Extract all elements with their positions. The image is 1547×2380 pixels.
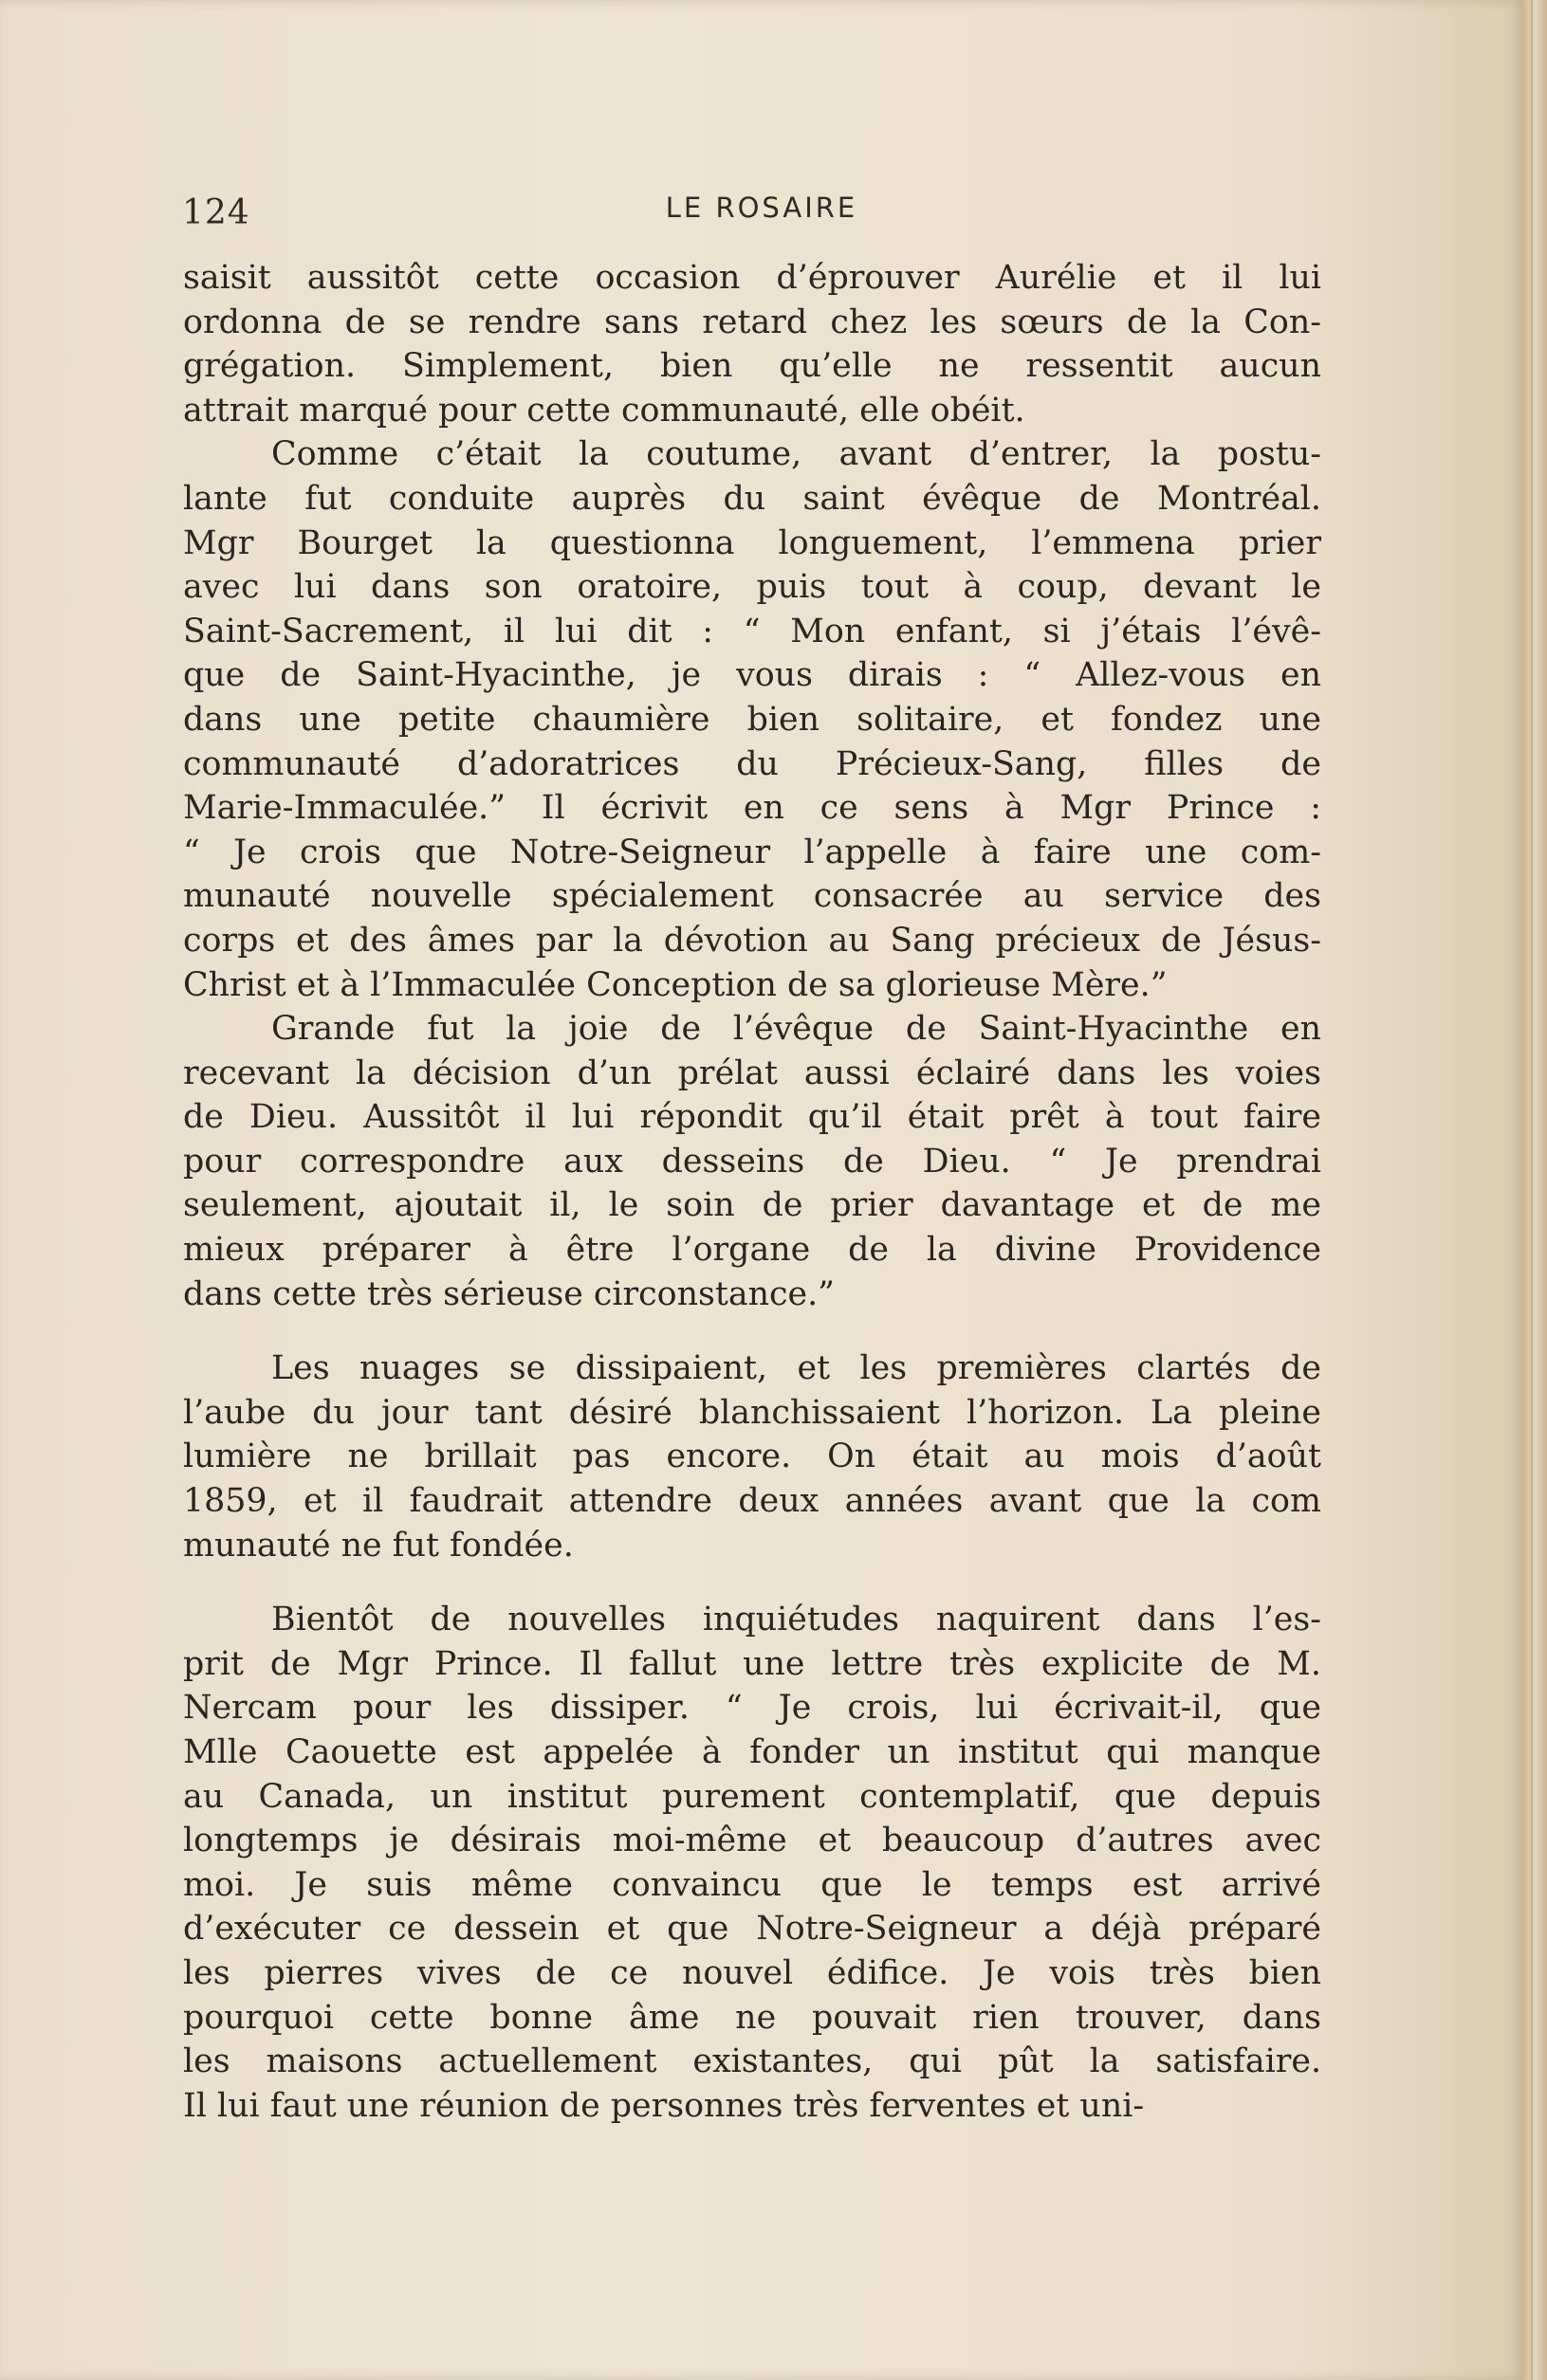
text-line: prit de Mgr Prince. Il fallut une lettre très explicite de M.	[183, 1644, 1321, 1683]
paragraph	[183, 1007, 1321, 1316]
text-line: dans cette très sérieuse circonstance.”	[183, 1274, 835, 1313]
text-line: “ Je crois que Notre-Seigneur l’appelle à faire une com-	[183, 833, 1321, 871]
text-line: longtemps je désirais moi-même et beaucoup d’autres avec	[183, 1822, 1321, 1860]
paragraph	[183, 256, 1321, 432]
body-text	[183, 256, 1321, 2128]
text-line: Il lui faut une réunion de personnes très ferventes et uni-	[183, 2086, 1145, 2125]
page-number: 124	[182, 193, 250, 232]
text-line: corps et des âmes par la dévotion au Sang précieux de Jésus-	[183, 921, 1321, 960]
text-line: Bientôt de nouvelles inquiétudes naquirent dans l’es-	[271, 1601, 1321, 1639]
paragraph-gap	[183, 1316, 1321, 1346]
text-line: Comme c’était la coutume, avant d’entrer, la postu-	[271, 435, 1321, 474]
text-line: de Dieu. Aussitôt il lui répondit qu’il était prêt à tout faire	[183, 1098, 1321, 1137]
text-line: saisit aussitôt cette occasion d’éprouver Aurélie et il lui	[183, 259, 1321, 297]
text-line: l’aube du jour tant désiré blanchissaient l’horizon. La pleine	[183, 1393, 1321, 1432]
text-line: avec lui dans son oratoire, puis tout à coup, devant le	[183, 568, 1321, 607]
text-line: communauté d’adoratrices du Précieux-Sang, filles de	[183, 744, 1321, 783]
text-line: les pierres vives de ce nouvel édifice. Je vois très bien	[183, 1953, 1321, 1992]
text-line: Christ et à l’Immaculée Conception de sa glorieuse Mère.”	[183, 965, 1168, 1004]
text-line: les maisons actuellement existantes, qui pût la satisfaire.	[183, 2042, 1321, 2081]
page-edge	[1523, 0, 1547, 2380]
text-line: pour correspondre aux desseins de Dieu. “ Je prendrai	[183, 1142, 1321, 1181]
text-line: d’exécuter ce dessein et que Notre-Seigneur a déjà préparé	[183, 1910, 1321, 1949]
text-line: seulement, ajoutait il, le soin de prier davantage et de me	[183, 1186, 1321, 1225]
text-line: 1859, et il faudrait attendre deux années avant que la com	[183, 1482, 1321, 1521]
text-line: recevant la décision d’un prélat aussi éclairé dans les voies	[183, 1053, 1321, 1092]
text-line: mieux préparer à être l’organe de la divine Providence	[183, 1231, 1321, 1270]
text-line: attrait marqué pour cette communauté, elle obéit.	[183, 391, 1025, 430]
text-line: dans une petite chaumière bien solitaire, et fondez une	[183, 700, 1321, 739]
text-line: Nercam pour les dissiper. “ Je crois, lui écrivait-il, que	[183, 1689, 1321, 1728]
text-line: munauté nouvelle spécialement consacrée au service des	[183, 877, 1321, 916]
text-line: Grande fut la joie de l’évêque de Saint-Hyacinthe en	[271, 1010, 1321, 1049]
text-line: munauté ne fut fondée.	[183, 1526, 574, 1565]
text-line: au Canada, un institut purement contemplatif, que depuis	[183, 1777, 1321, 1816]
text-line: que de Saint-Hyacinthe, je vous dirais : “ Allez-vous en	[183, 656, 1321, 695]
text-line: Marie-Immaculée.” Il écrivit en ce sens à Mgr Prince :	[183, 789, 1321, 828]
text-line: Mlle Caouette est appelée à fonder un institut qui manque	[183, 1733, 1321, 1771]
paragraph	[183, 432, 1321, 1007]
text-line: moi. Je suis même convaincu que le temps est arrivé	[183, 1865, 1321, 1904]
paragraph	[183, 1598, 1321, 2128]
text-line: pourquoi cette bonne âme ne pouvait rien trouver, dans	[183, 1998, 1321, 2037]
text-line: Mgr Bourget la questionna longuement, l’emmena prier	[183, 523, 1321, 562]
text-line: lumière ne brillait pas encore. On était au mois d’août	[183, 1437, 1321, 1476]
paragraph	[183, 1346, 1321, 1567]
text-line: grégation. Simplement, bien qu’elle ne ressentit aucun	[183, 347, 1321, 386]
text-line: lante fut conduite auprès du saint évêque de Montréal.	[183, 479, 1321, 518]
text-line: ordonna de se rendre sans retard chez les sœurs de la Con-	[183, 302, 1321, 341]
text-line: Saint-Sacrement, il lui dit : “ Mon enfant, si j’étais l’évê-	[183, 612, 1321, 650]
running-title: LE ROSAIRE	[665, 192, 858, 224]
paragraph-gap	[183, 1567, 1321, 1598]
text-line: Les nuages se dissipaient, et les premières clartés de	[271, 1349, 1321, 1388]
